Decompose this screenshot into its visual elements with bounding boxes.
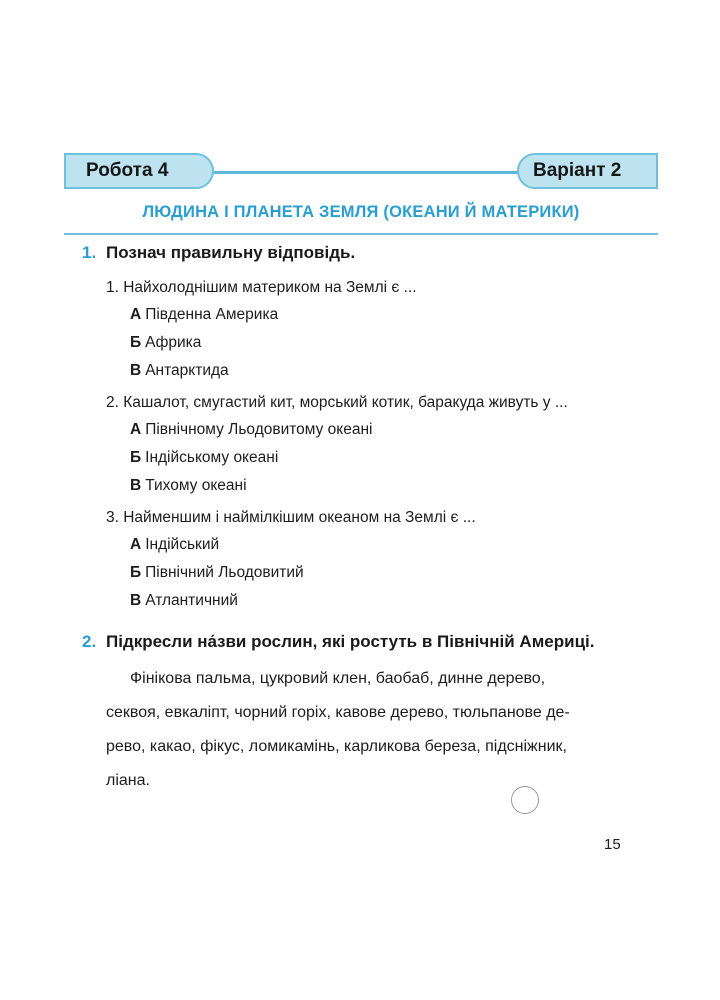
question-3-option-a[interactable] bbox=[130, 536, 219, 554]
option-letter: А bbox=[130, 536, 142, 553]
option-text: Індійський bbox=[145, 536, 220, 553]
plant-list-line-3: рево, какао, фікус, ломикамінь, карликова береза, підсніжник, bbox=[106, 738, 567, 755]
work-label: Робота 4 bbox=[64, 153, 214, 189]
option-letter: Б bbox=[130, 564, 142, 581]
option-letter: Б bbox=[130, 334, 142, 351]
question-3-option-c[interactable] bbox=[130, 592, 238, 610]
question-1-option-c[interactable] bbox=[130, 362, 229, 380]
option-text: Північному Льодовитому океані bbox=[145, 421, 373, 438]
task-2-number: 2. bbox=[82, 632, 97, 651]
option-letter: А bbox=[130, 306, 142, 323]
question-2-option-a[interactable] bbox=[130, 421, 373, 439]
option-text: Атлантичний bbox=[145, 592, 238, 609]
subtitle-rule bbox=[64, 233, 658, 235]
section-subtitle: ЛЮДИНА І ПЛАНЕТА ЗЕМЛЯ (ОКЕАНИ Й МАТЕРИКИ) bbox=[142, 203, 580, 221]
question-2-option-c[interactable] bbox=[130, 477, 247, 495]
score-circle bbox=[511, 786, 539, 814]
option-text: Південна Америка bbox=[145, 306, 279, 323]
question-1: 1. Найхолоднішим материком на Землі є ... bbox=[106, 279, 417, 296]
variant-label: Варіант 2 bbox=[517, 153, 658, 189]
task-1-heading bbox=[82, 243, 355, 263]
option-text: Індійському океані bbox=[145, 449, 279, 466]
question-2-option-b[interactable] bbox=[130, 449, 278, 467]
option-text: Африка bbox=[145, 334, 202, 351]
page-number: 15 bbox=[604, 836, 621, 853]
option-text: Тихому океані bbox=[145, 477, 247, 494]
plant-list-line-1: Фінікова пальма, цукровий клен, баобаб, динне дерево, bbox=[130, 670, 546, 687]
task-2-heading bbox=[82, 632, 594, 652]
option-letter: В bbox=[130, 592, 142, 609]
question-2: 2. Кашалот, смугастий кит, морський котик, баракуда живуть у ... bbox=[106, 394, 568, 411]
option-text: Антарктида bbox=[145, 362, 229, 379]
task-1-title: Познач правильну відповідь. bbox=[106, 243, 356, 262]
option-text: Північний Льодовитий bbox=[145, 564, 304, 581]
question-1-option-b[interactable] bbox=[130, 334, 201, 352]
question-3-option-b[interactable] bbox=[130, 564, 304, 582]
option-letter: В bbox=[130, 477, 142, 494]
task-1-number: 1. bbox=[82, 243, 97, 262]
option-letter: В bbox=[130, 362, 142, 379]
question-1-option-a[interactable] bbox=[130, 306, 278, 324]
plant-list-line-4: ліана. bbox=[106, 772, 150, 789]
question-3: 3. Найменшим і наймілкішим океаном на Землі є ... bbox=[106, 509, 476, 526]
option-letter: Б bbox=[130, 449, 142, 466]
plant-list-line-2: секвоя, евкаліпт, чорний горіх, кавове дерево, тюльпанове де- bbox=[106, 704, 570, 721]
task-2-title: Підкресли на́зви рослин, які ростуть в Північній Америці. bbox=[106, 632, 595, 651]
option-letter: А bbox=[130, 421, 142, 438]
